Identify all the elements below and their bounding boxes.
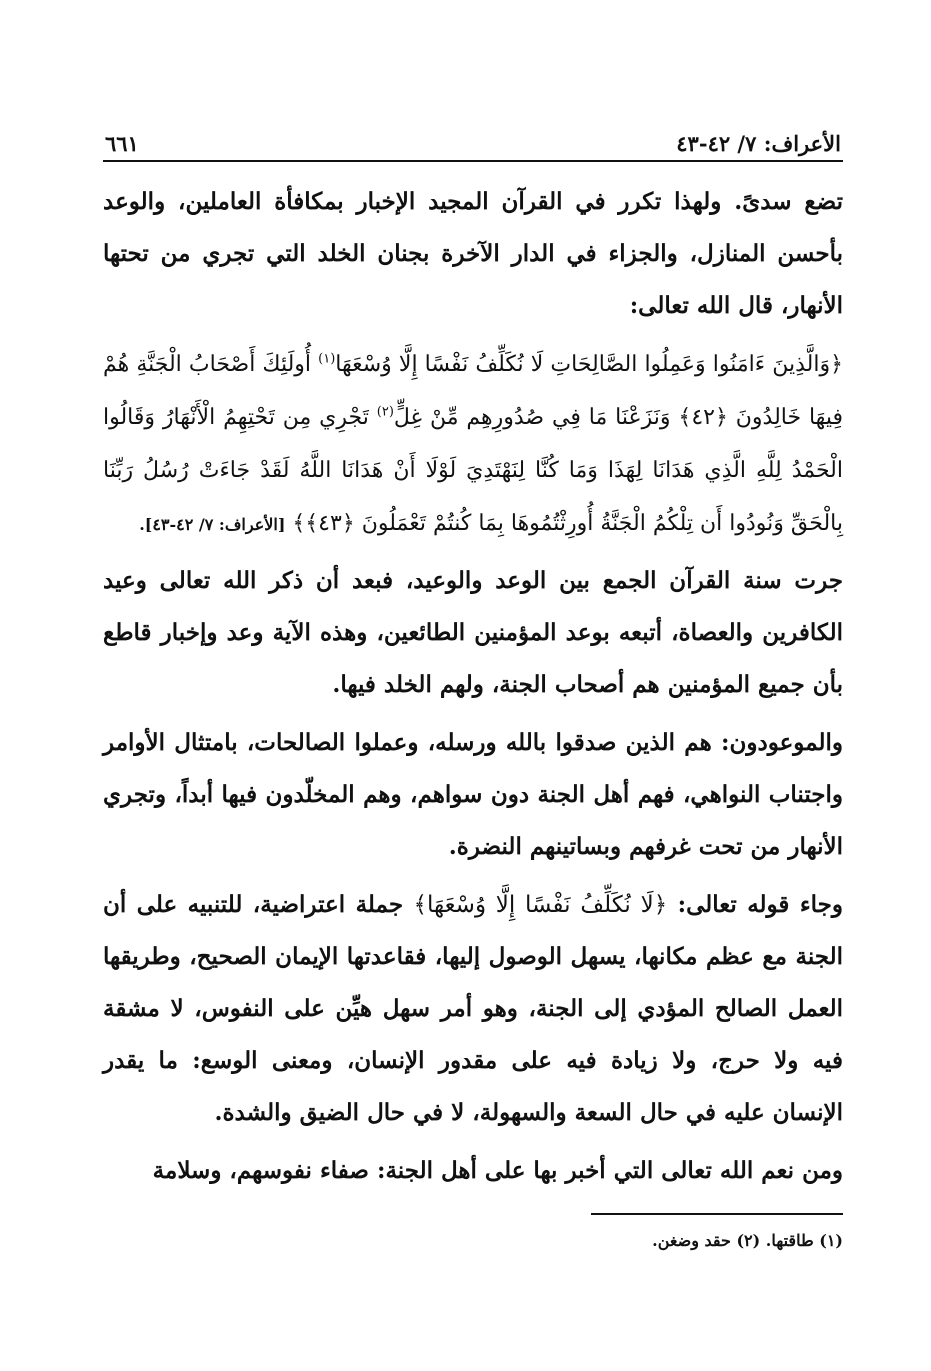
paragraph-1: تضع سدىً. ولهذا تكرر في القرآن المجيد الإخبار بمكافأة العاملين، والوعد بأحسن المنازل، والجزاء في الدار الآخرة بجنان الخلد التي تجري من تحتها الأنهار، قال الله تعالى: (103, 188, 843, 319)
page-number: ٦٦١ (105, 131, 139, 156)
paragraph-3: والموعودون: هم الذين صدقوا بالله ورسله، وعملوا الصالحات، بامتثال الأوامر واجتناب النواهي، فهم أهل الجنة دون سواهم، وهم المخلّدون فيها أبداً، وتجري الأنهار من تحت غرفهم وبساتينهم النضرة. (103, 729, 843, 860)
page (103, 120, 843, 1255)
footnote-marker-1: (١) (318, 351, 336, 367)
footnotes: (١) طاقتها. (٢) حقد وضغن. (652, 1231, 843, 1250)
quran-verse (103, 338, 843, 551)
verse-part-1: ﴿وَالَّذِينَ ءَامَنُوا وَعَمِلُوا الصَّالِحَاتِ لَا نُكَلِّفُ نَفْسًا إِلَّا وُسْعَهَا (335, 352, 843, 377)
inline-verse: ﴿لَا نُكَلِّفُ نَفْسًا إِلَّا وُسْعَهَا﴾ (413, 892, 668, 918)
verse-reference: [الأعراف: ٧/ ٤٢-٤٣]. (139, 515, 286, 534)
verse-part-3: تَجْرِي مِن تَحْتِهِمُ الْأَنْهَارُ وَقَالُوا الْحَمْدُ لِلَّهِ الَّذِي هَدَانَا لِهَذَا وَمَا كُنَّا لِنَهْتَدِيَ لَوْلَا أَنْ هَدَانَا اللَّهُ لَقَدْ جَاءَتْ رُسُلُ رَبِّنَا بِالْحَقِّ وَنُودُوا أَن تِلْكُمُ الْجَنَّةُ أُورِثْتُمُوهَا بِمَا كُنتُمْ تَعْمَلُونَ ﴿٤٣﴾﴾ (103, 405, 843, 536)
paragraph-4 (103, 879, 843, 1139)
paragraph-5: ومن نعم الله تعالى التي أخبر بها على أهل الجنة: صفاء نفوسهم، وسلامة (152, 1157, 843, 1184)
footnote-marker-2: (٢) (376, 404, 394, 420)
footnote-divider (591, 1213, 843, 1215)
verse-part-2: أُولَئِكَ أَصْحَابُ الْجَنَّةِ هُمْ فِيهَا خَالِدُونَ ﴿٤٢﴾ وَنَزَعْنَا مَا فِي صُدُورِهِم مِّنْ غِلٍّ (103, 352, 843, 430)
header-divider (103, 160, 843, 162)
paragraph-2: جرت سنة القرآن الجمع بين الوعد والوعيد، فبعد أن ذكر الله تعالى وعيد الكافرين والعصاة، أتبعه بوعد المؤمنين الطائعين، وهذه الآية وعد وإخبار قاطع بأن جميع المؤمنين هم أصحاب الجنة، ولهم الخلد فيها. (103, 567, 843, 698)
paragraph-4-intro: وجاء قوله تعالى: (667, 891, 843, 918)
page-header (103, 120, 843, 156)
paragraph-4-body: جملة اعتراضية، للتنبيه على أن الجنة مع عظم مكانها، يسهل الوصول إليها، فقاعدتها الإيمان الصحيح، وطريقها العمل الصالح المؤدي إلى الجنة، وهو أمر سهل هيِّن على النفوس، لا مشقة فيه ولا حرج، ولا زيادة فيه على مقدور الإنسان، ومعنى الوسع: ما يقدر الإنسان عليه في حال السعة والسهولة، لا في حال الضيق والشدة. (103, 891, 843, 1126)
running-title: الأعراف: ٧/ ٤٢-٤٣ (676, 131, 841, 156)
